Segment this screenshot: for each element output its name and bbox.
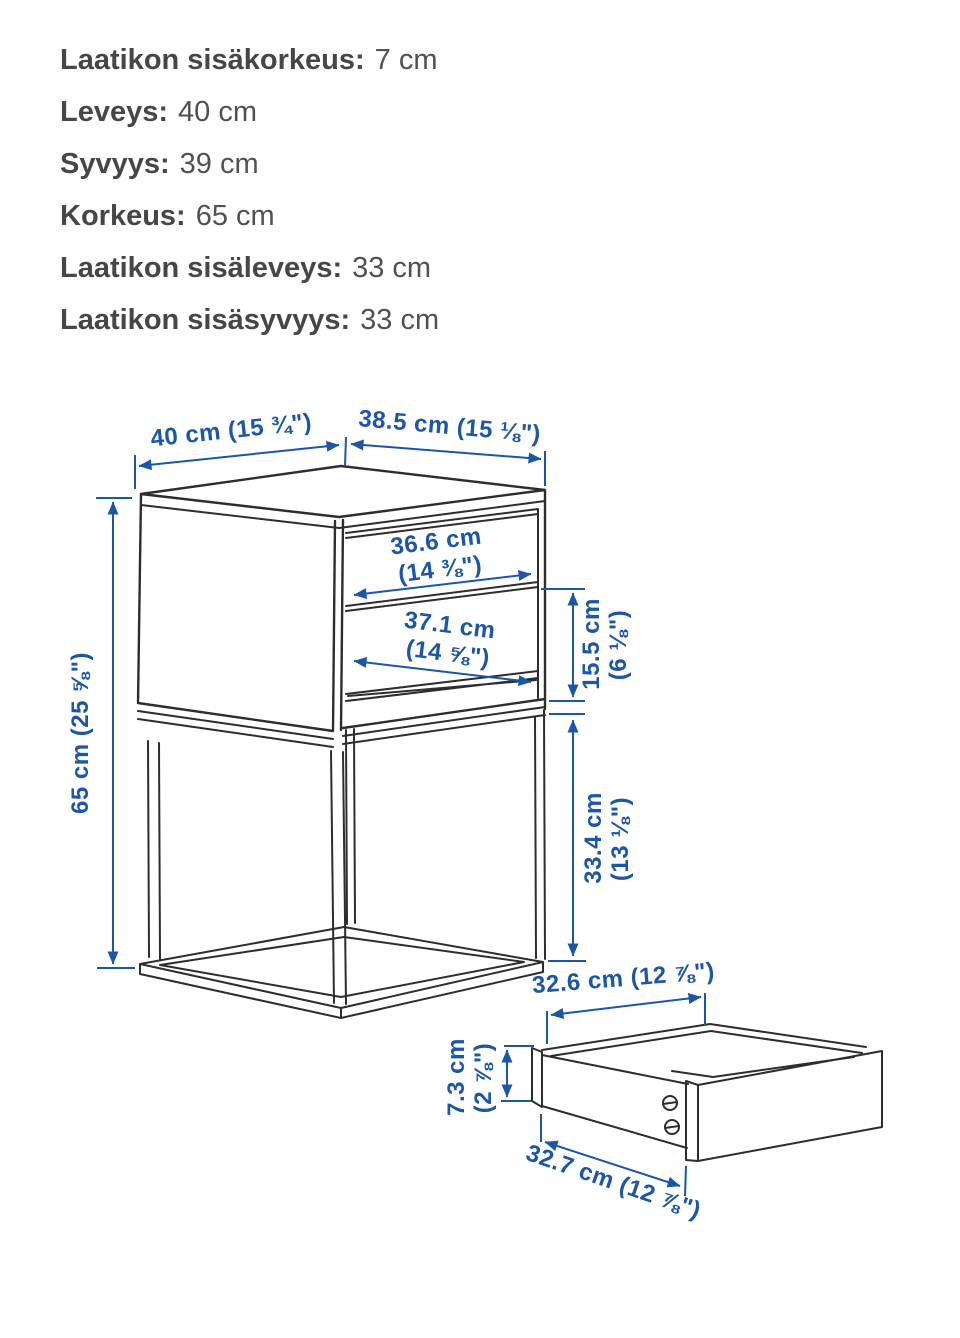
dim-label: (6 ⅛") — [605, 609, 632, 681]
spec-value: 33 cm — [360, 304, 440, 336]
dim-label: (13 ⅛") — [607, 796, 634, 882]
spec-label: Laatikon sisäsyvyys: — [60, 304, 351, 336]
dim-label: 40 cm (15 ¾") — [149, 408, 314, 453]
dim-drawer-height — [443, 1038, 534, 1116]
dim-label: (14 ⅝") — [404, 635, 492, 673]
spec-value: 39 cm — [179, 148, 259, 180]
spec-label: Laatikon sisäkorkeus: — [60, 44, 365, 76]
dim-label: 36.6 cm — [388, 522, 484, 561]
spec-label: Korkeus: — [60, 200, 186, 232]
dim-label: 38.5 cm (15 ⅛") — [357, 405, 542, 448]
cabinet-outline — [138, 466, 545, 731]
dim-label: 37.1 cm — [402, 606, 498, 645]
dim-opening-width — [354, 607, 531, 682]
dim-label: 32.6 cm (12 ⅞") — [531, 957, 716, 1000]
spec-value: 33 cm — [352, 252, 432, 284]
dim-upper-section-height — [541, 589, 632, 701]
dim-label: (2 ⅞") — [470, 1042, 497, 1114]
dim-label: (14 ⅜") — [396, 551, 484, 589]
dim-frame-height — [548, 714, 634, 961]
dim-height-total — [67, 498, 135, 968]
dim-depth-top — [351, 405, 545, 486]
spec-label: Leveys: — [60, 96, 169, 128]
dim-label: 7.3 cm — [443, 1038, 470, 1116]
drawer-screw-icon — [663, 1096, 677, 1110]
dim-label: 33.4 cm — [580, 792, 607, 884]
base-frame — [140, 710, 545, 1018]
drawer-screw-icon — [665, 1120, 679, 1134]
dim-label: 65 cm (25 ⅝") — [67, 652, 94, 814]
spec-label: Syvyys: — [60, 148, 170, 180]
dim-drawer-top-width — [531, 958, 716, 1044]
dim-label: 15.5 cm — [578, 598, 605, 690]
dim-width-top — [135, 409, 346, 489]
spec-value: 40 cm — [178, 96, 257, 128]
spec-value: 7 cm — [374, 44, 438, 76]
spec-label: Laatikon sisäleveys: — [60, 252, 343, 284]
dim-label: 32.7 cm (12 ⅞") — [522, 1139, 705, 1225]
nightstand-line-drawing — [138, 466, 882, 1161]
spec-value: 65 cm — [195, 200, 275, 232]
drawer-box — [532, 1024, 882, 1161]
